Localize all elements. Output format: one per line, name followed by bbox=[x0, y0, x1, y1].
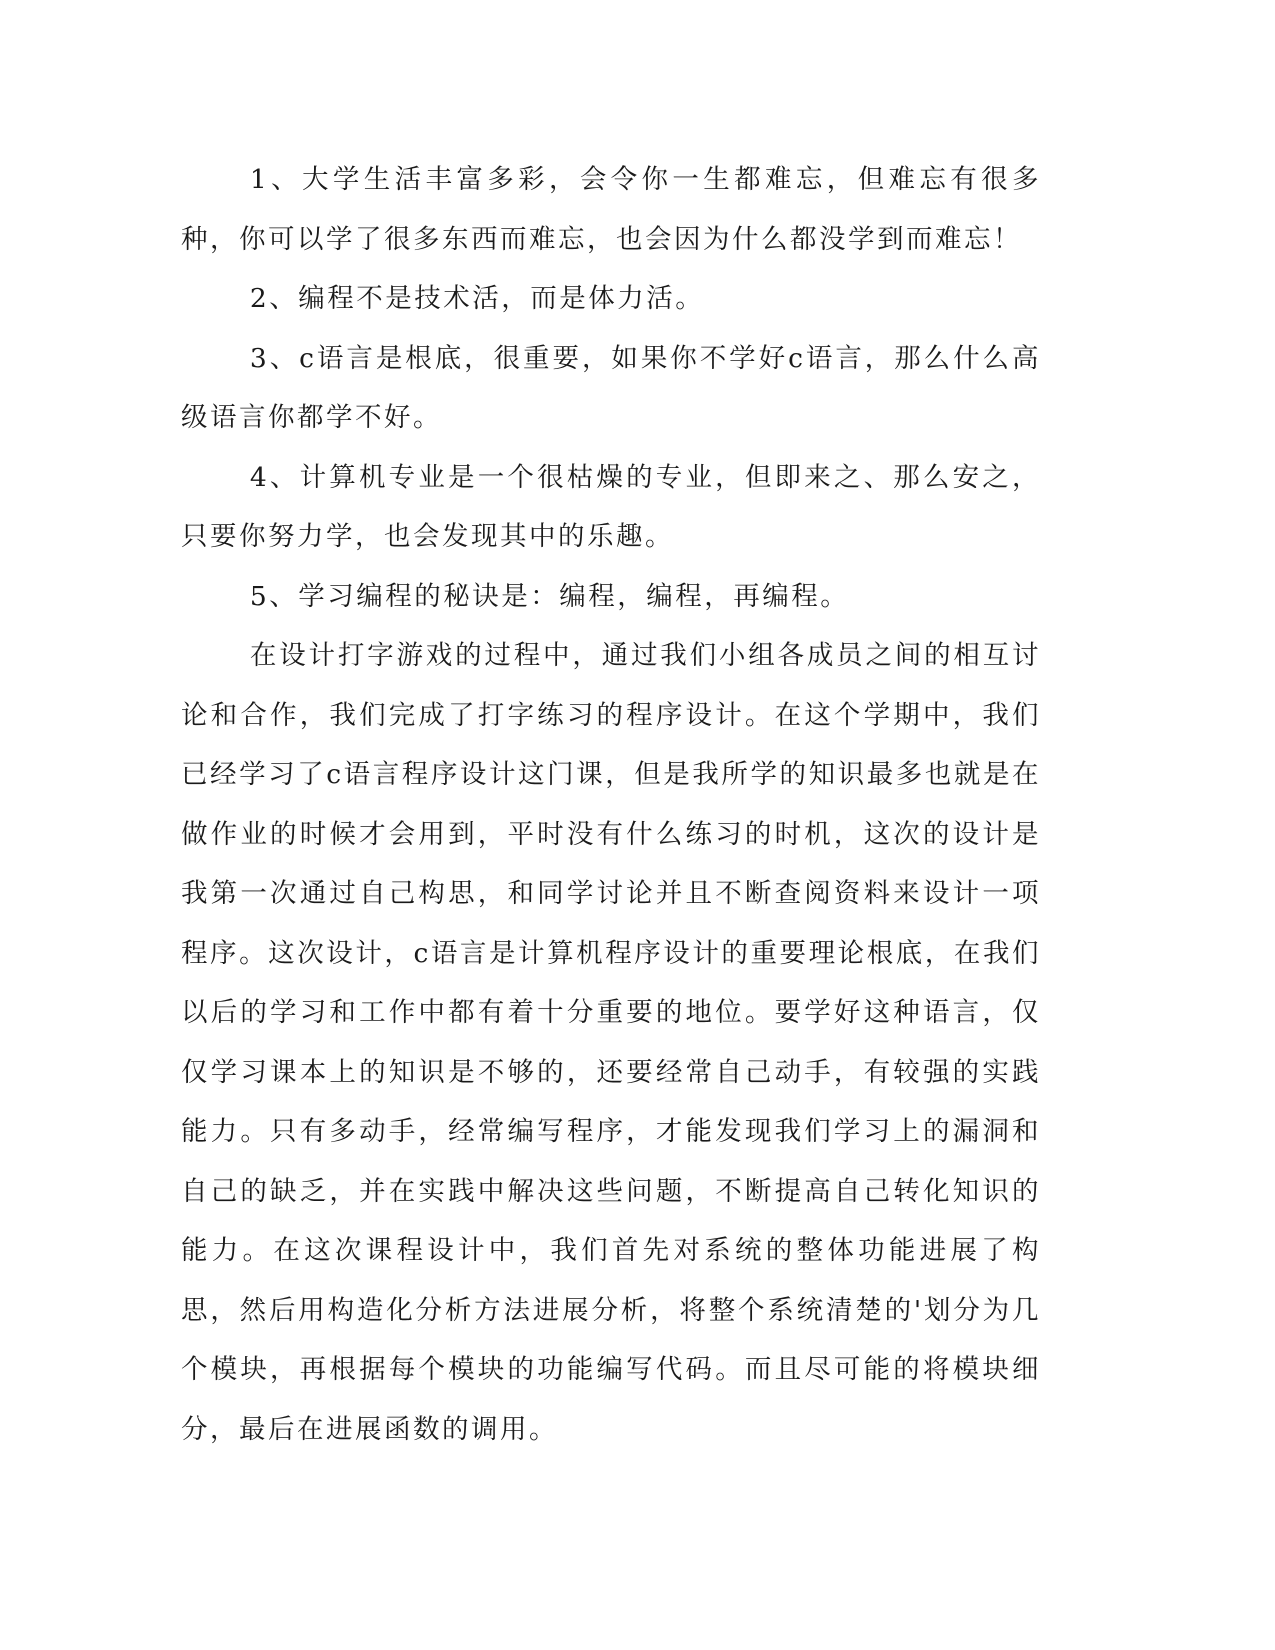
paragraph-tip-4: 4、计算机专业是一个很枯燥的专业，但即来之、那么安之，只要你努力学，也会发现其中的乐趣。 bbox=[181, 461, 1041, 552]
paragraph-tip-2: 2、编程不是技术活，而是体力活。 bbox=[249, 283, 705, 314]
paragraph-summary: 在设计打字游戏的过程中，通过我们小组各成员之间的相互讨论和合作，我们完成了打字练习的程序设计。在这个学期中，我们已经学习了c语言程序设计这门课，但是我所学的知识最多也就是在做作业的时候才会用到，平时没有什么练习的时机，这次的设计是我第一次通过自己构思，和同学讨论并且不断查阅资料来设计一项程序。这次设计，c语言是计算机程序设计的重要理论根底，在我们以后的学习和工作中都有着十分重要的地位。要学好这种语言，仅仅学习课本上的知识是不够的，还要经常自己动手，有较强的实践能力。只有多动手，经常编写程序，才能发现我们学习上的漏洞和自己的缺乏，并在实践中解决这些问题，不断提高自己转化知识的能力。在这次课程设计中，我们首先对系统的整体功能进展了构思，然后用构造化分析方法进展分析，将整个系统清楚的'划分为几个模块，再根据每个模块的功能编写代码。而且尽可能的将模块细分，最后在进展函数的调用。 bbox=[181, 640, 1041, 1445]
document-body bbox=[181, 150, 1041, 1459]
paragraph-tip-5: 5、学习编程的秘诀是：编程，编程，再编程。 bbox=[249, 580, 850, 612]
paragraph-tip-3: 3、c语言是根底，很重要，如果你不学好c语言，那么什么高级语言你都学不好。 bbox=[181, 342, 1041, 433]
paragraph-tip-1: 1、大学生活丰富多彩，会令你一生都难忘，但难忘有很多种，你可以学了很多东西而难忘，也会因为什么都没学到而难忘！ bbox=[181, 164, 1041, 255]
